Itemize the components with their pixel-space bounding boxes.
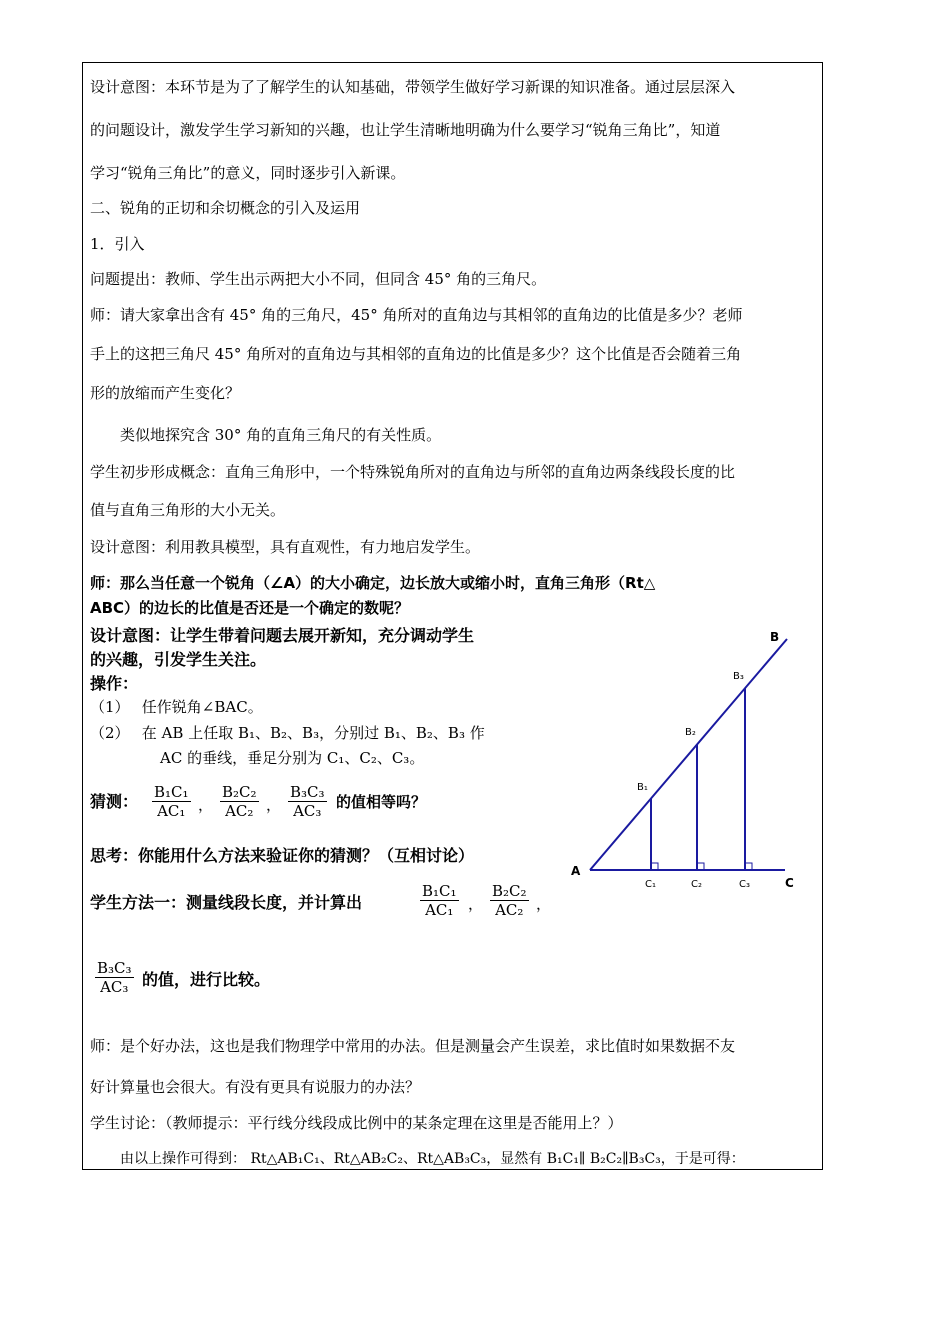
fraction-denominator: AC₃ [100, 978, 129, 996]
label-c: C [785, 876, 794, 890]
fraction-denominator: AC₃ [293, 802, 322, 820]
label-b3: B₃ [733, 671, 744, 682]
guess-label: 猜测： [90, 792, 139, 811]
derivation-line: 由以上操作可得到： Rt△AB₁C₁、Rt△AB₂C₂、Rt△AB₃C₃，显然有 B₁C₁∥ B₂C₂∥B₃C₃，于是可得： [120, 1151, 745, 1167]
concept-paragraph-line2: 值与直角三角形的大小无关。 [90, 501, 286, 519]
student-discussion: 学生讨论：（教师提示：平行线分线段成比例中的某条定理在这里是否能用上？） [90, 1114, 623, 1132]
fraction-numerator: B₁C₁ [154, 783, 189, 801]
subsection-heading: 1．引入 [90, 235, 145, 253]
label-b1: B₁ [637, 782, 648, 793]
fraction-b2c2-ac2 [490, 882, 529, 919]
fraction-denominator: AC₂ [495, 901, 524, 919]
teacher-response-line2: 好计算量也会很大。有没有更具有说服力的办法？ [90, 1078, 421, 1096]
teacher-question-line2: ABC）的边长的比值是否还是一个确定的数呢？ [90, 599, 410, 617]
teacher-paragraph-line1: 师：请大家拿出含有 45° 角的三角尺，45° 角所对的直角边与其相邻的直角边的比值是多少？老师 [90, 306, 743, 324]
fraction-numerator: B₁C₁ [422, 882, 457, 900]
label-b2: B₂ [685, 727, 696, 738]
fraction-denominator: AC₁ [425, 901, 454, 919]
fraction-denominator: AC₁ [157, 802, 186, 820]
comma-separator: ， [468, 895, 484, 913]
think-line: 思考：你能用什么方法来验证你的猜测？（互相讨论） [90, 846, 475, 865]
fraction-b3c3-ac3 [288, 783, 327, 820]
analogy-paragraph: 类似地探究含 30° 角的直角三角尺的有关性质。 [120, 426, 442, 444]
comma-separator: ， [198, 796, 214, 814]
right-angle-mark-c2 [697, 863, 704, 870]
fraction-numerator: B₃C₃ [290, 783, 325, 801]
teacher-paragraph-line2: 手上的这把三角尺 45° 角所对的直角边与其相邻的直角边的比值是多少？这个比值是否会随着三角 [90, 345, 742, 363]
guess-tail: 的值相等吗？ [336, 793, 427, 811]
question-paragraph: 问题提出：教师、学生出示两把大小不同，但同含 45° 角的三角尺。 [90, 270, 547, 288]
fraction-numerator: B₂C₂ [222, 783, 257, 801]
method-one-label: 学生方法一：测量线段长度，并计算出 [90, 893, 363, 912]
label-c1: C₁ [645, 879, 656, 890]
operation-heading: 操作： [90, 674, 139, 693]
operation-step-2-cont: AC 的垂线，垂足分别为 C₁、C₂、C₃。 [160, 749, 425, 767]
design-intent-bold-line1: 设计意图：让学生带着问题去展开新知，充分调动学生 [90, 626, 475, 645]
concept-paragraph-line1: 学生初步形成概念：直角三角形中，一个特殊锐角所对的直角边与所邻的直角边两条线段长度的比 [90, 463, 736, 481]
design-intent-paragraph-line2: 的问题设计，激发学生学习新知的兴趣，也让学生清晰地明确为什么要学习“锐角三角比”，知道 [90, 121, 721, 139]
design-intent-bold-line2: 的兴趣，引发学生关注。 [90, 650, 267, 669]
fraction-numerator: B₂C₂ [492, 882, 527, 900]
line-ab [590, 639, 787, 870]
right-angle-mark-c1 [651, 863, 658, 870]
comma-separator: ， [536, 895, 552, 913]
label-b: B [770, 630, 780, 644]
right-angle-mark-c3 [745, 863, 752, 870]
fraction-denominator: AC₂ [225, 802, 254, 820]
section-heading: 二、锐角的正切和余切概念的引入及运用 [90, 199, 361, 217]
label-c2: C₂ [691, 879, 702, 890]
method-one-tail: 的值，进行比较。 [142, 970, 271, 989]
fraction-b3c3-ac3 [95, 959, 134, 996]
comma-separator: ， [266, 796, 282, 814]
label-c3: C₃ [739, 879, 750, 890]
label-a: A [571, 864, 581, 878]
design-intent-paragraph-line1: 设计意图：本环节是为了了解学生的认知基础，带领学生做好学习新课的知识准备。通过层层深入 [90, 78, 736, 96]
fraction-numerator: B₃C₃ [97, 959, 132, 977]
right-triangles-figure [565, 625, 810, 900]
operation-step-2: （2） 在 AB 上任取 B₁、B₂、B₃，分别过 B₁、B₂、B₃ 作 [90, 724, 485, 742]
fraction-b1c1-ac1 [152, 783, 191, 820]
design-intent-paragraph-2: 设计意图：利用教具模型，具有直观性，有力地启发学生。 [90, 538, 481, 556]
fraction-b1c1-ac1 [420, 882, 459, 919]
design-intent-paragraph-line3: 学习“锐角三角比”的意义，同时逐步引入新课。 [90, 164, 406, 182]
teacher-question-line1: 师：那么当任意一个锐角（∠A）的大小确定，边长放大或缩小时，直角三角形（Rt△ [90, 574, 656, 592]
teacher-paragraph-line3: 形的放缩而产生变化？ [90, 384, 241, 402]
operation-step-1: （1） 任作锐角∠BAC。 [90, 698, 263, 716]
fraction-b2c2-ac2 [220, 783, 259, 820]
teacher-response-line1: 师：是个好办法，这也是我们物理学中常用的办法。但是测量会产生误差，求比值时如果数据不友 [90, 1037, 736, 1055]
